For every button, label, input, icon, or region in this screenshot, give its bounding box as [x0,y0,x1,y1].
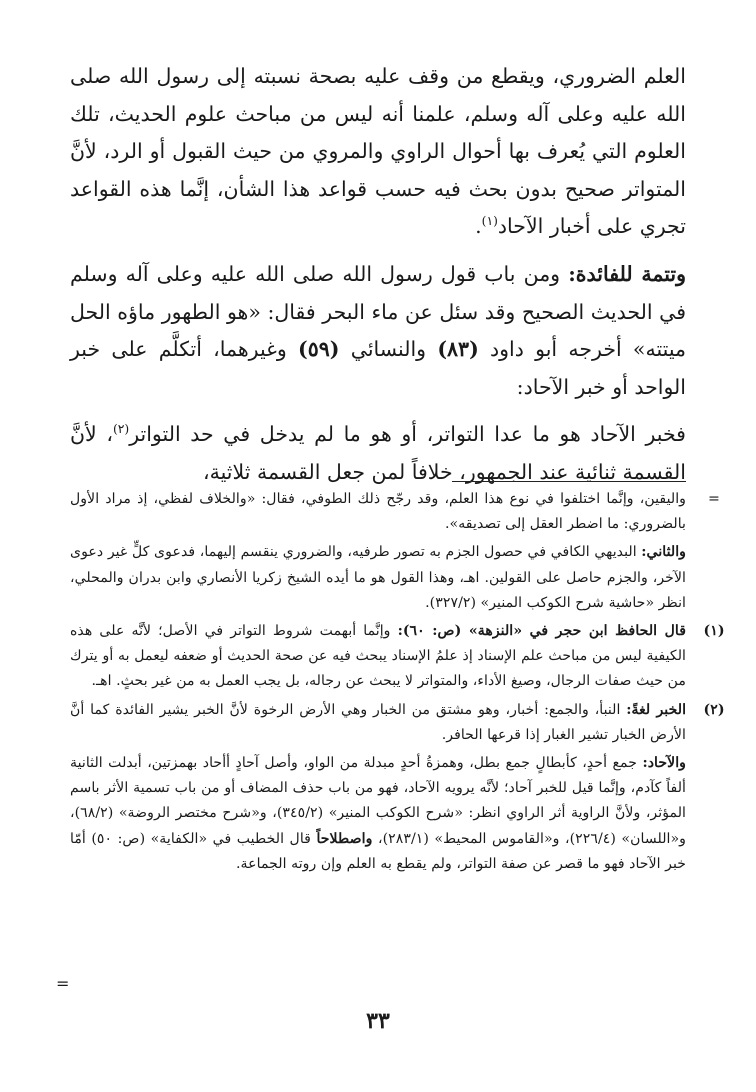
continuation-end-mark: = [56,974,70,993]
footnote-2-continued: والآحاد: جمع أحدٍ، كأبطالٍ جمع بطل، وهمزةُ أحدٍ مبدلة من الواو، وأصل آحادٍ أأحاد بهمزتين، أبدلت الثانية ألفاً كآدم، وإنَّما قيل للخبر آحاد؛ لأنَّه يرويه الآحاد، فهو من باب حذف المضاف أو من باب تسمية الأثر باسم المؤثر، ولأنَّ الراوية أثر الراوي انظر: «شرح الكوكب المنير» (٣٤٥/٢)، و«شرح مختصر الروضة» (٦٨/٢)، و«اللسان» (٢٢٦/٤)، و«القاموس المحيط» (٢٨٣/١)، واصطلاحاً قال الخطيب في «الكفاية» (ص: ٥٠) أمّا خبر الآحاد فهو ما قصر عن صفة التواتر، ولم يقطع به العلم وإن روته الجماعة. [70,755,686,872]
main-text [70,58,686,502]
footnote-2: (٢) الخبر لغةً: النبأ، والجمع: أخبار، وهو مشتق من الخبار وهي الأرض الرخوة لأنَّ الخبر يشير الفائدة كما أنَّ الأرض الخبار تشير الغبار إذا قرعها الحافر. [70,698,686,748]
continuation-mark: = [708,491,720,507]
footnote-1: (١) قال الحافظ ابن حجر في «النزهة» (ص: ٦٠): وإنَّما أبهمت شروط التواتر في الأصل؛ لأنَّه على هذه الكيفية ليس من مباحث علم الإسناد إذ علمُ الإسناد يبحث فيه عن صحة الحديث أو ضعفه ليعمل به أو يترك من حيث صفات الرجال، وصيغ الأداء، والمتواتر لا يبحث عن رجاله، بل يجب العمل به من غير بحثٍ. اهـ. [70,619,686,695]
footnote-ref-2[interactable]: (٢) [112,422,130,437]
footnote-2-mark: (٢) [703,701,725,718]
paragraph-2-lead: وتتمة للفائدة: [568,261,686,286]
footnote-1-mark: (١) [703,623,725,640]
footnotes [70,487,725,880]
page-number: ٣٣ [366,1008,390,1034]
footnote-separator [452,481,686,482]
footnote-continuation-2: والثاني: البديهي الكافي في حصول الجزم به تصور طرفيه، والضروري ينقسم إليهما، فدعوى كلٍّ غير دعوى الآخر، والجزم حاصل على القولين. اهـ، وهذا القول هو ما أيده الشيخ زكريا الأنصاري وابن بدران والمحلي، انظر «حاشية شرح الكوكب المنير» (٣٢٧/٢). [70,544,686,611]
paragraph-2: وتتمة للفائدة: ومن باب قول رسول الله صلى الله عليه وعلى آله وسلم في الحديث الصحيح وقد سئل عن ماء البحر فقال: «هو الطهور ماؤه الحل ميتته» أخرجه أبو داود (٨٣) والنسائي (٥٩) وغيرهما، أتكلَّم على خبر الواحد أو خبر الآحاد: [70,261,686,399]
footnote-ref-1[interactable]: (١) [481,214,498,229]
paragraph-3: فخبر الآحاد هو ما عدا التواتر، أو هو ما لم يدخل في حد التواتر$^{(٢)}$، لأنَّ القسمة ثنائية عند الجمهور، خلافاً لمن جعل القسمة ثلاثية، [70,422,686,484]
paragraph-1: العلم الضروري، ويقطع من وقف عليه بصحة نسبته إلى رسول الله صلى الله عليه وعلى آله وسلم، علمنا أنه ليس من مباحث علوم الحديث، تلك العلوم التي يُعرف بها أحوال الراوي والمروي من حيث القبول أو الرد، لأنَّ المتواتر صحيح بدون بحث فيه حسب قواعد هذا الشأن، إنَّما هذه القواعد تجري على أخبار الآحاد$^{(١)}$. [70,64,686,239]
footnote-continuation: = واليقين، وإنَّما اختلفوا في نوع هذا العلم، وقد رجّح ذلك الطوفي، فقال: «والخلاف لفظي، إذ مراد الأول بالضروري: ما اضطر العقل إلى تصديقه». [70,487,686,537]
